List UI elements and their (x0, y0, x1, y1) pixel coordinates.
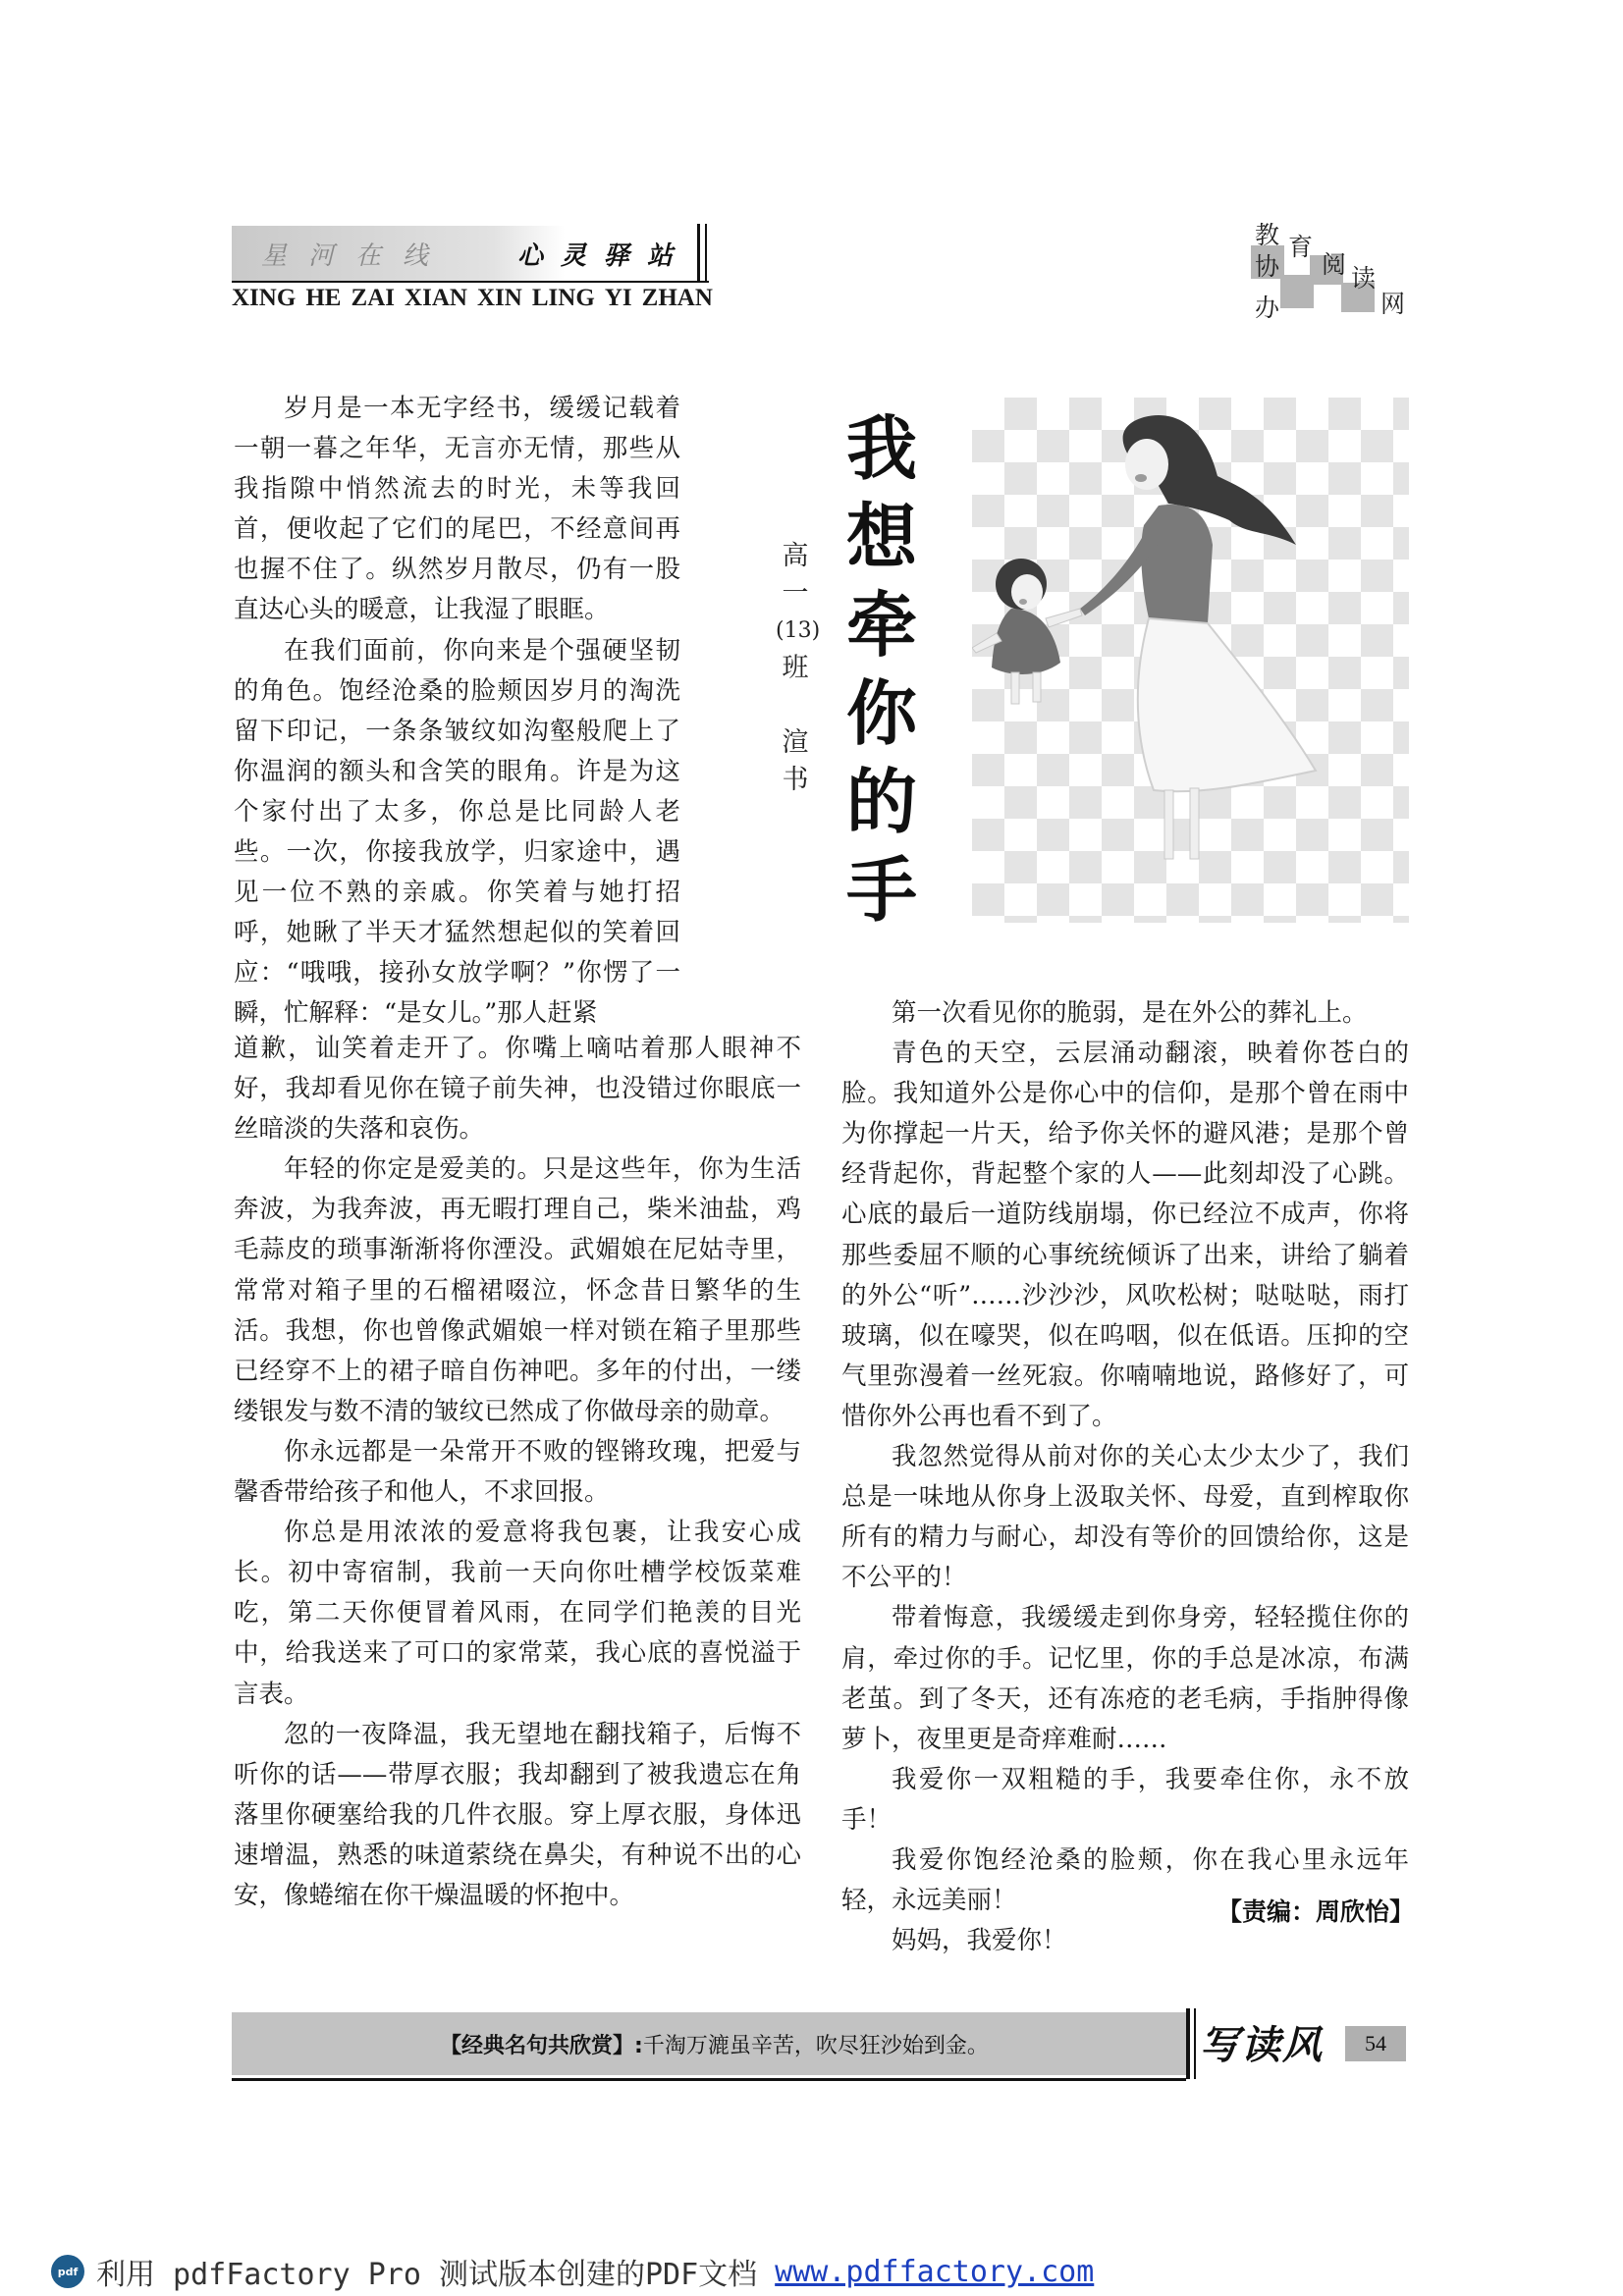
quote-label: 【经典名句共欣赏】: (440, 2033, 643, 2058)
editor-credit: 【责编：周欣怡】 (1217, 1897, 1415, 1926)
paragraph: 我忽然觉得从前对你的关心太少太少了，我们总是一味地从你身上汲取关怀、母爱，直到榨取你所有的精力与耐心，却没有等价的回馈给你，这是不公平的！ (841, 1442, 1409, 1593)
header-divider (705, 224, 707, 281)
paragraph: 青色的天空，云层涌动翻滚，映着你苍白的脸。我知道外公是你心中的信仰，是那个曾在雨中为你撑起一片天，给予你关怀的避风港；是那个曾经背起你，背起整个家的人——此刻却没了心跳。心底的最后一道防线崩塌，你已经泣不成声，你将那些委屈不顺的心事统统倾诉了出来，讲给了躺着的外公“听”……沙沙沙，风吹松树；哒哒哒，雨打玻璃，似在嚎哭，似在呜咽，似在低语。压抑的空气里弥漫着一丝死寂。你喃喃地说，路修好了，可惜你外公再也看不到了。 (841, 1039, 1409, 1431)
watermark-text: 利用 pdfFactory Pro 测试版本创建的PDF文档 (96, 2258, 758, 2292)
paragraph: 岁月是一本无字经书，缓缓记载着一朝一暮之年华，无言亦无情，那些从我指隙中悄然流去的时光，未等我回首，便收起了它们的尾巴，不经意间再也握不住了。纵然岁月散尽，仍有一股直达心头的暖意，让我湿了眼眶。 (234, 394, 680, 625)
mother-daughter-illustration (972, 398, 1409, 923)
logo-char: 网 (1380, 290, 1406, 318)
paragraph: 年轻的你定是爱美的。只是这些年，你为生活奔波，为我奔波，再无暇打理自己，柴米油盐，鸡毛蒜皮的琐事渐渐将你湮没。武媚娘在尼姑寺里，常常对箱子里的石榴裙啜泣，怀念昔日繁华的生活。我想，你也曾像武媚娘一样对锁在箱子里那些已经穿不上的裙子暗自伤神吧。多年的付出，一缕缕银发与数不清的皱纹已然成了你做母亲的勋章。 (234, 1154, 801, 1426)
section-name-right: 心灵驿站 (516, 240, 690, 271)
title-char: 想 (845, 495, 917, 578)
title-char: 我 (845, 406, 917, 490)
title-char: 你 (845, 671, 917, 755)
logo-char: 协 (1255, 252, 1280, 281)
section-header-band (232, 226, 708, 281)
title-char: 的 (845, 760, 917, 843)
article-column-right (841, 993, 1409, 1961)
author-char: 书 (782, 765, 809, 795)
pinyin-word: ZAI (351, 285, 395, 311)
footer-divider (1194, 2008, 1196, 2079)
title-char: 牵 (845, 583, 917, 667)
logo-char: 读 (1351, 264, 1377, 293)
paragraph: 第一次看见你的脆弱，是在外公的葬礼上。 (892, 998, 1368, 1028)
author-char: 渲 (782, 727, 809, 758)
header-divider (697, 224, 700, 281)
section-pinyin (232, 285, 713, 312)
pinyin-word: HE (305, 285, 342, 311)
paragraph: 忽的一夜降温，我无望地在翻找箱子，后悔不听你的话——带厚衣服；我却翻到了被我遗忘在角落里你硬塞给我的几件衣服。穿上厚衣服，身体迅速增温，熟悉的味道萦绕在鼻尖，有种说不出的心安，像蜷缩在你干燥温暖的怀抱中。 (234, 1719, 801, 1910)
illustration-figures (972, 398, 1409, 923)
footer-divider (1186, 2008, 1190, 2079)
paragraph: 道歉，讪笑着走开了。你嘴上嘀咕着那人眼神不好，我却看见你在镜子前失神，也没错过你眼底一丝暗淡的失落和哀伤。 (234, 1034, 801, 1145)
paragraph: 我爱你一双粗糙的手，我要牵住你，永不放手！ (841, 1764, 1409, 1835)
author-char: 班 (782, 653, 809, 683)
author-char: (13) (776, 618, 821, 643)
pinyin-word: LING (531, 285, 595, 311)
author-spacer (776, 687, 815, 724)
author-char: 一 (782, 578, 809, 609)
pinyin-word: XING (232, 285, 297, 311)
logo-block (1280, 275, 1314, 308)
pdffactory-link[interactable]: www.pdffactory.com (775, 2254, 1095, 2289)
article-author (776, 538, 821, 799)
section-name-left: 星河在线 (261, 240, 451, 271)
title-char: 手 (845, 848, 917, 932)
paragraph: 你总是用浓浓的爱意将我包裹，让我安心成长。初中寄宿制，我前一天向你吐槽学校饭菜难吃，第二天你便冒着风雨，在同学们艳羡的目光中，给我送来了可口的家常菜，我心底的喜悦溢于言表。 (234, 1518, 801, 1709)
pdf-watermark (51, 2250, 1094, 2293)
header-rule (232, 281, 709, 283)
pinyin-word: XIAN (405, 285, 467, 311)
page-number: 54 (1345, 2026, 1406, 2061)
logo-char: 阅 (1322, 250, 1347, 279)
article-title (842, 404, 921, 934)
pinyin-word: ZHAN (641, 285, 713, 311)
paragraph: 带着悔意，我缓缓走到你身旁，轻轻揽住你的肩，牵过你的手。记忆里，你的手总是冰凉，布满老茧。到了冬天，还有冻疮的老毛病，手指肿得像萝卜，夜里更是奇痒难耐…… (841, 1603, 1409, 1754)
paragraph: 我爱你饱经沧桑的脸颊，你在我心里永远年轻，永远美丽！ (841, 1844, 1409, 1916)
logo-char: 教 (1255, 221, 1280, 249)
pinyin-word: XIN (476, 285, 522, 311)
pdffactory-icon: pdf (51, 2255, 84, 2288)
footer-rule (232, 2078, 1186, 2081)
article-column-left-top (234, 389, 680, 1035)
pinyin-word: YI (604, 285, 632, 311)
paragraph: 你永远都是一朵常开不败的铿锵玫瑰，把爱与馨香带给孩子和他人，不求回报。 (234, 1436, 801, 1508)
magazine-logo: 写读风 (1200, 2022, 1324, 2068)
logo-char: 育 (1288, 233, 1314, 261)
article-column-left-bottom (234, 1029, 801, 1916)
quote-text: 千淘万漉虽辛苦，吹尽狂沙始到金。 (642, 2033, 989, 2058)
association-logo (1247, 216, 1409, 324)
paragraph: 在我们面前，你向来是个强硬坚韧的角色。饱经沧桑的脸颊因岁月的淘洗留下印记，一条条皱纹如沟壑般爬上了你温润的额头和含笑的眼角。许是为这个家付出了太多，你总是比同龄人老些。一次，你接我放学，归家途中，遇见一位不熟的亲戚。你笑着与她打招呼，她瞅了半天才猛然想起似的笑着回应：“哦哦，接孙女放学啊？”你愣了一瞬，忙解释：“是女儿。”那人赶紧 (234, 635, 680, 1029)
author-char: 高 (782, 541, 809, 571)
logo-char: 办 (1255, 294, 1280, 322)
paragraph: 妈妈，我爱你！ (892, 1926, 1067, 1956)
footer-quote-band (232, 2012, 1186, 2075)
